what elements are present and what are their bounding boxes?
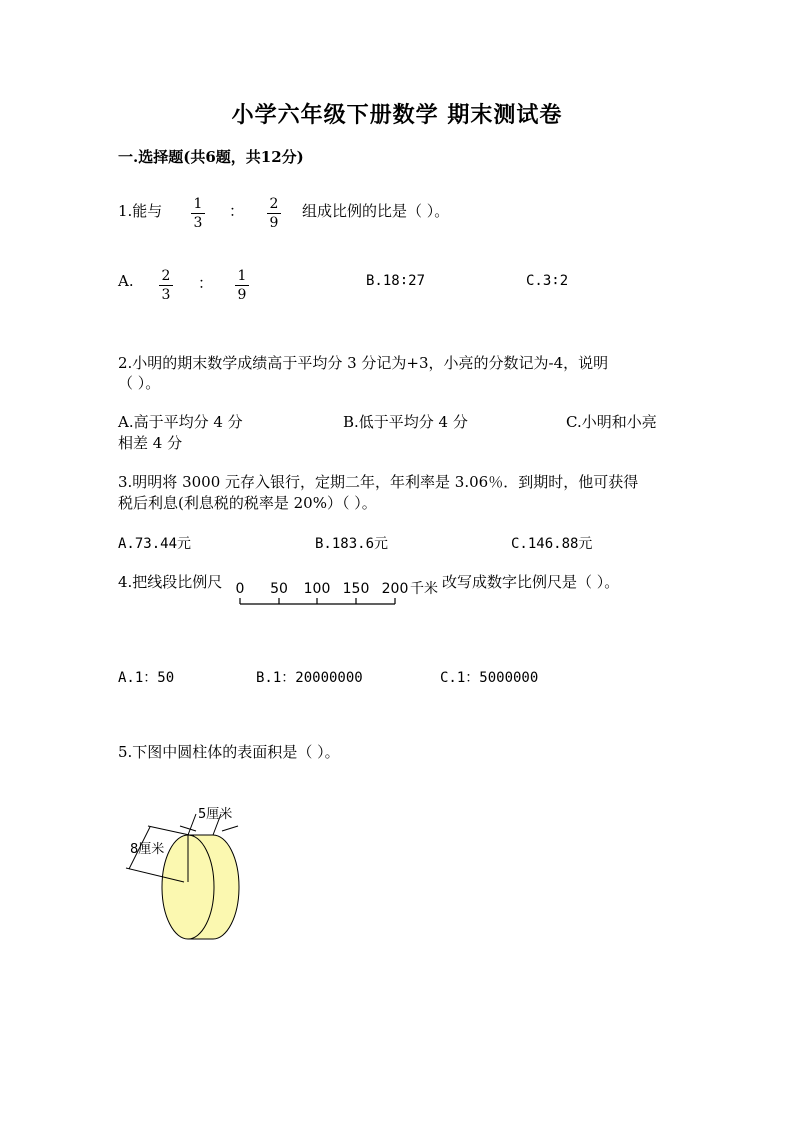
scale-label-200: 200 — [381, 581, 409, 597]
cylinder-diagram — [118, 798, 258, 946]
q4-option-b: B.1：20000000 — [256, 670, 363, 686]
page-title: 小学六年级下册数学 期末测试卷 — [231, 102, 563, 128]
scale-label-150: 150 — [342, 581, 370, 597]
height-arrow-right — [222, 826, 238, 831]
q4-option-a: A.1：50 — [118, 670, 175, 686]
question-1-prefix: 1.能与 — [118, 202, 163, 220]
fraction-bar — [235, 285, 249, 286]
q4-option-c: C.1：5000000 — [440, 670, 539, 686]
height-label: 5厘米 — [198, 807, 233, 822]
q1-frac2-numerator: 2 — [269, 196, 279, 212]
radius-dimension-top-ext — [148, 826, 194, 836]
q1-opt-a-frac2-denominator: 9 — [237, 287, 247, 303]
q2-option-b: B.低于平均分 4 分 — [343, 413, 468, 431]
q1-option-b: B.18∶27 — [366, 273, 426, 289]
question-4-prefix: 4.把线段比例尺 — [118, 573, 223, 591]
q1-option-a-fraction-1 — [159, 268, 173, 303]
question-2-line-2: （ ）。 — [118, 374, 161, 392]
q1-frac1-numerator: 1 — [193, 196, 203, 212]
q3-option-c: C.146.88元 — [511, 536, 593, 552]
question-4-suffix: 改写成数字比例尺是（ ）。 — [442, 573, 620, 591]
q3-option-a: A.73.44元 — [118, 536, 192, 552]
question-3-line-1: 3.明明将 3000 元存入银行，定期二年，年利率是 3.06％．到期时，他可获得 — [118, 473, 639, 491]
radius-label: 8厘米 — [130, 842, 165, 857]
fraction-bar — [267, 213, 281, 214]
fraction-bar — [159, 285, 173, 286]
q2-option-c-continued: 相差 4 分 — [118, 434, 183, 452]
q1-colon: ： — [229, 202, 245, 220]
height-arrow-left — [180, 826, 196, 831]
fraction-bar — [191, 213, 205, 214]
q1-fraction-2 — [267, 196, 281, 231]
question-3-line-2: 税后利息(利息税的税率是 20%）（ ）。 — [118, 494, 377, 512]
q1-frac2-denominator: 9 — [269, 215, 279, 231]
q1-opt-a-frac2-numerator: 1 — [237, 268, 247, 284]
q1-option-c: C.3∶2 — [526, 273, 569, 289]
line-segment-scale — [230, 574, 445, 610]
height-dimension-ext-1 — [188, 814, 196, 835]
scale-label-50: 50 — [270, 581, 288, 597]
scale-unit-label: 千米 — [410, 581, 438, 597]
q3-option-b: B.183.6元 — [315, 536, 389, 552]
scale-label-100: 100 — [303, 581, 331, 597]
q1-fraction-1 — [191, 196, 205, 231]
question-5-text: 5.下图中圆柱体的表面积是（ ）。 — [118, 743, 340, 761]
q2-option-c: C.小明和小亮 — [566, 413, 657, 431]
q1-option-a-label: A. — [118, 272, 134, 290]
question-2-line-1: 2.小明的期末数学成绩高于平均分 3 分记为+3，小亮的分数记为-4，说明 — [118, 354, 609, 372]
q1-option-a-fraction-2 — [235, 268, 249, 303]
section-heading: 一.选择题(共6题，共12分) — [118, 148, 304, 166]
q1-option-a-colon: ： — [198, 274, 214, 292]
q1-opt-a-frac1-numerator: 2 — [161, 268, 171, 284]
q1-opt-a-frac1-denominator: 3 — [161, 287, 171, 303]
q1-frac1-denominator: 3 — [193, 215, 203, 231]
q2-option-a: A.高于平均分 4 分 — [118, 413, 243, 431]
scale-label-0: 0 — [235, 581, 245, 597]
question-1-suffix: 组成比例的比是（ ）。 — [302, 202, 450, 220]
